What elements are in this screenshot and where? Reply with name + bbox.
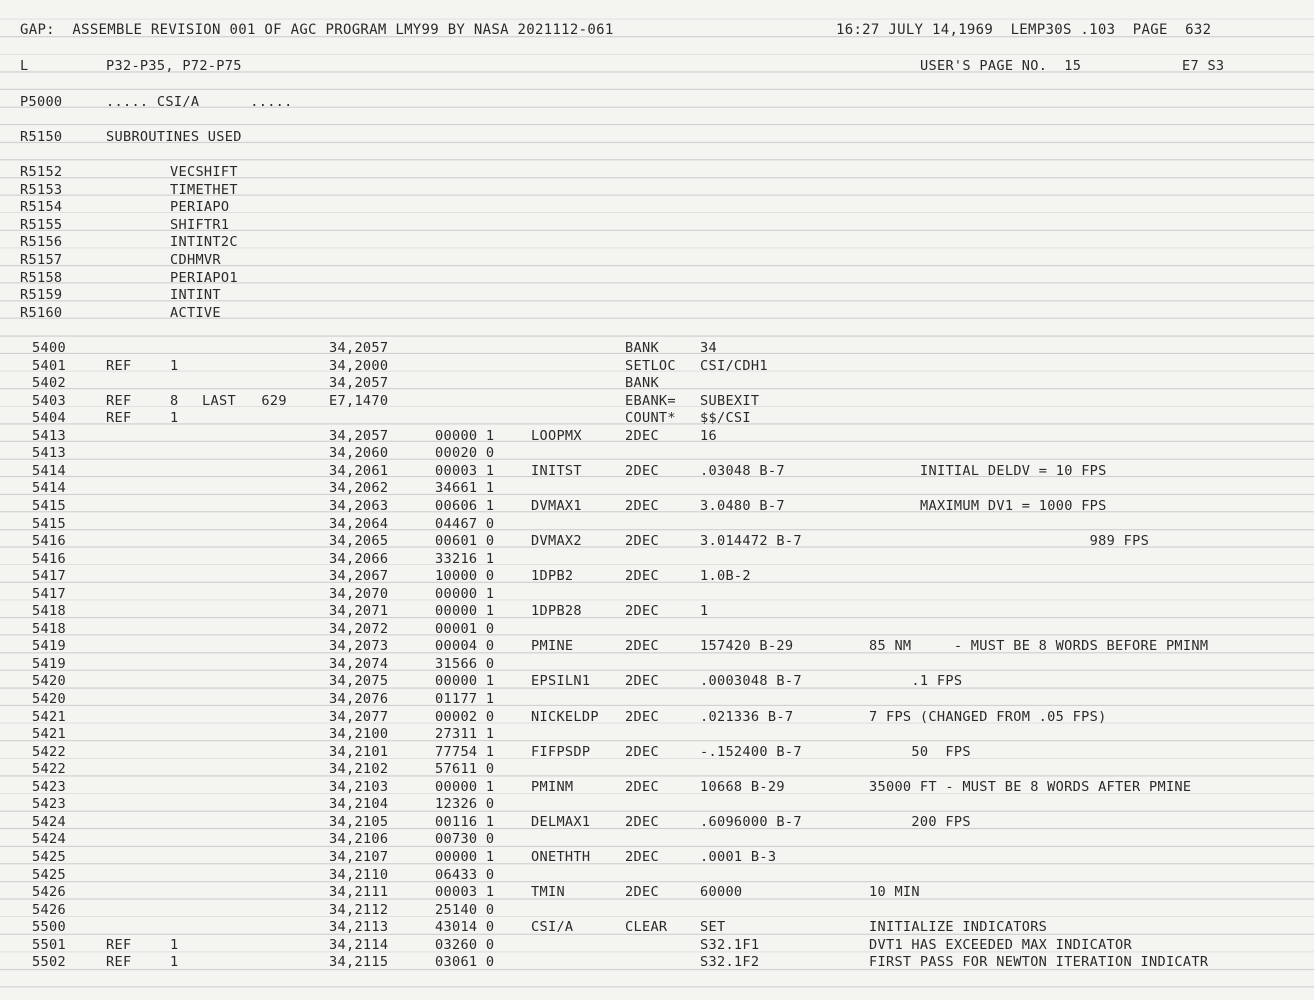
- octal-word: 00020 0: [435, 445, 495, 462]
- opcode: SETLOC: [625, 357, 676, 374]
- octal-word: 10000 0: [435, 568, 495, 585]
- comment: INITIAL DELDV = 10 FPS: [920, 462, 1107, 479]
- address: 34,2114: [329, 936, 389, 953]
- opcode: 2DEC: [625, 603, 659, 620]
- comment: FIRST PASS FOR NEWTON ITERATION INDICATR: [869, 954, 1209, 971]
- ref-label: REF: [106, 936, 132, 953]
- operand: SET: [700, 919, 726, 936]
- octal-word: 25140 0: [435, 901, 495, 918]
- line-number: 5420: [32, 673, 66, 690]
- address: 34,2112: [329, 901, 389, 918]
- address: 34,2106: [329, 831, 389, 848]
- address: 34,2077: [329, 708, 389, 725]
- subroutine-id: R5159: [20, 287, 63, 304]
- listing-row: [0, 919, 1314, 937]
- listing-row: [0, 480, 1314, 498]
- operand: .021336 B-7: [700, 708, 794, 725]
- line-number: 5501: [32, 936, 66, 953]
- address: 34,2110: [329, 866, 389, 883]
- line-number: 5416: [32, 550, 66, 567]
- opcode: 2DEC: [625, 884, 659, 901]
- address: 34,2064: [329, 515, 389, 532]
- line-number: 5500: [32, 919, 66, 936]
- octal-word: 00000 1: [435, 603, 495, 620]
- label: NICKELDP: [531, 708, 599, 725]
- subroutine-id: R5154: [20, 199, 63, 216]
- section-line: [0, 94, 1314, 112]
- subroutine-id: R5152: [20, 164, 63, 180]
- octal-word: 00601 0: [435, 533, 495, 550]
- comment: .1 FPS: [869, 673, 963, 690]
- label: INITST: [531, 462, 582, 479]
- comment: 10 MIN: [869, 884, 920, 901]
- subroutines-heading-line: [0, 129, 1314, 147]
- listing-row: [0, 761, 1314, 779]
- listing-row: [0, 445, 1314, 463]
- operand: 1.0B-2: [700, 568, 751, 585]
- line-number: 5426: [32, 884, 66, 901]
- listing-row: [0, 428, 1314, 446]
- listing-row: [0, 375, 1314, 393]
- subroutine-name: INTINT2C: [170, 234, 238, 251]
- subheader-title: P32-P35, P72-P75: [106, 58, 242, 74]
- octal-word: 43014 0: [435, 919, 495, 936]
- subroutine-row: [0, 252, 1314, 270]
- label: LOOPMX: [531, 427, 582, 444]
- address: 34,2076: [329, 691, 389, 707]
- listing-row: [0, 603, 1314, 621]
- label: 1DPB2: [531, 568, 574, 585]
- opcode: 2DEC: [625, 848, 659, 865]
- line-number: 5402: [32, 375, 66, 392]
- listing-row: [0, 551, 1314, 569]
- ref-label: REF: [106, 954, 132, 971]
- comment: MAXIMUM DV1 = 1000 FPS: [920, 497, 1107, 514]
- listing-row: [0, 814, 1314, 832]
- line-number: 5417: [32, 568, 66, 585]
- subroutines-id: R5150: [20, 129, 63, 145]
- address: 34,2072: [329, 620, 389, 637]
- octal-word: 00003 1: [435, 462, 495, 479]
- subroutine-name: SHIFTR1: [170, 216, 230, 233]
- address: 34,2073: [329, 638, 389, 655]
- address: 34,2103: [329, 778, 389, 795]
- octal-word: 04467 0: [435, 515, 495, 532]
- subroutine-row: [0, 234, 1314, 252]
- opcode: 2DEC: [625, 427, 659, 444]
- label: TMIN: [531, 884, 565, 901]
- opcode: BANK: [625, 375, 659, 392]
- opcode: 2DEC: [625, 462, 659, 479]
- operand: 157420 B-29: [700, 638, 794, 655]
- ref-count: 1: [170, 410, 179, 427]
- operand: .6096000 B-7: [700, 813, 802, 830]
- opcode: 2DEC: [625, 673, 659, 690]
- opcode: 2DEC: [625, 568, 659, 585]
- subroutine-id: R5156: [20, 234, 63, 251]
- line-number: 5416: [32, 533, 66, 550]
- users-page-label: USER'S PAGE NO. 15: [920, 58, 1082, 74]
- octal-word: 12326 0: [435, 796, 495, 813]
- listing-row: [0, 937, 1314, 955]
- operand: .03048 B-7: [700, 462, 785, 479]
- subroutine-row: [0, 287, 1314, 305]
- subroutine-row: [0, 217, 1314, 235]
- listing-row: [0, 586, 1314, 604]
- line-number: 5502: [32, 954, 66, 971]
- opcode: 2DEC: [625, 708, 659, 725]
- listing-row: [0, 849, 1314, 867]
- line-number: 5421: [32, 726, 66, 743]
- subheader-code: L: [20, 58, 29, 74]
- address: 34,2065: [329, 533, 389, 550]
- address: 34,2070: [329, 585, 389, 602]
- subroutine-id: R5155: [20, 216, 63, 233]
- operand: 34: [700, 340, 717, 356]
- listing-row: [0, 621, 1314, 639]
- subroutine-row: [0, 164, 1314, 182]
- address: 34,2075: [329, 673, 389, 690]
- listing-row: [0, 516, 1314, 534]
- comment: 989 FPS: [920, 533, 1150, 550]
- opcode: COUNT*: [625, 410, 676, 427]
- line-number: 5424: [32, 813, 66, 830]
- comment: INITIALIZE INDICATORS: [869, 919, 1048, 936]
- subheader-ref: E7 S3: [1182, 58, 1225, 74]
- subroutine-name: VECSHIFT: [170, 164, 238, 180]
- section-text: ..... CSI/A .....: [106, 94, 293, 110]
- address: 34,2113: [329, 919, 389, 936]
- line-number: 5414: [32, 462, 66, 479]
- header-left: GAP: ASSEMBLE REVISION 001 OF AGC PROGRAM LMY99 BY NASA 2021112-061: [20, 22, 614, 38]
- operand: SUBEXIT: [700, 392, 760, 409]
- subroutine-row: [0, 270, 1314, 288]
- operand: S32.1F1: [700, 936, 760, 953]
- subroutine-name: PERIAPO: [170, 199, 230, 216]
- comment: 85 NM - MUST BE 8 WORDS BEFORE PMINM: [869, 638, 1209, 655]
- octal-word: 00730 0: [435, 831, 495, 848]
- address: 34,2071: [329, 603, 389, 620]
- subroutine-id: R5160: [20, 304, 63, 321]
- listing-row: [0, 568, 1314, 586]
- operand: 1: [700, 603, 709, 620]
- ref-count: 8: [170, 392, 179, 409]
- octal-word: 00004 0: [435, 638, 495, 655]
- listing-row: [0, 410, 1314, 428]
- line-number: 5418: [32, 620, 66, 637]
- subroutine-name: ACTIVE: [170, 304, 221, 321]
- label: ONETHTH: [531, 848, 591, 865]
- listing-row: [0, 726, 1314, 744]
- listing-row: [0, 673, 1314, 691]
- subroutine-id: R5153: [20, 181, 63, 198]
- listing-row: [0, 340, 1314, 358]
- label: EPSILN1: [531, 673, 591, 690]
- operand: 3.0480 B-7: [700, 497, 785, 514]
- line-number: 5413: [32, 445, 66, 462]
- octal-word: 31566 0: [435, 655, 495, 672]
- octal-word: 00002 0: [435, 708, 495, 725]
- octal-word: 00000 1: [435, 778, 495, 795]
- listing-row: [0, 691, 1314, 709]
- label: DVMAX1: [531, 497, 582, 514]
- label: DELMAX1: [531, 813, 591, 830]
- address: 34,2105: [329, 813, 389, 830]
- octal-word: 03260 0: [435, 936, 495, 953]
- listing-row: [0, 902, 1314, 920]
- opcode: 2DEC: [625, 497, 659, 514]
- subroutine-name: INTINT: [170, 287, 221, 304]
- address: 34,2062: [329, 480, 389, 497]
- listing-row: [0, 796, 1314, 814]
- address: 34,2104: [329, 796, 389, 813]
- line-number: 5418: [32, 603, 66, 620]
- label: CSI/A: [531, 919, 574, 936]
- subheader-line: [0, 58, 1314, 76]
- section-id: P5000: [20, 94, 63, 110]
- address: 34,2107: [329, 848, 389, 865]
- address: 34,2074: [329, 655, 389, 672]
- listing-row: [0, 358, 1314, 376]
- address: 34,2067: [329, 568, 389, 585]
- octal-word: 57611 0: [435, 761, 495, 778]
- operand: 16: [700, 427, 717, 444]
- subroutine-row: [0, 305, 1314, 323]
- line-number: 5422: [32, 743, 66, 760]
- address: 34,2063: [329, 497, 389, 514]
- octal-word: 34661 1: [435, 480, 495, 497]
- line-number: 5404: [32, 410, 66, 427]
- opcode: 2DEC: [625, 778, 659, 795]
- operand: -.152400 B-7: [700, 743, 802, 760]
- subroutine-name: PERIAPO1: [170, 269, 238, 286]
- line-number: 5425: [32, 848, 66, 865]
- subroutine-id: R5158: [20, 269, 63, 286]
- operand: 3.014472 B-7: [700, 533, 802, 550]
- line-number: 5413: [32, 427, 66, 444]
- listing-row: [0, 954, 1314, 972]
- line-number: 5423: [32, 778, 66, 795]
- octal-word: 00000 1: [435, 427, 495, 444]
- octal-word: 00003 1: [435, 884, 495, 901]
- listing-row: [0, 533, 1314, 551]
- octal-word: 01177 1: [435, 691, 495, 707]
- comment: 200 FPS: [869, 813, 971, 830]
- label: 1DPB28: [531, 603, 582, 620]
- operand: 10668 B-29: [700, 778, 785, 795]
- label: FIFPSDP: [531, 743, 591, 760]
- subroutine-name: TIMETHET: [170, 181, 238, 198]
- last-ref: LAST 629: [202, 392, 287, 409]
- line-number: 5417: [32, 585, 66, 602]
- octal-word: 00000 1: [435, 848, 495, 865]
- operand: $$/CSI: [700, 410, 751, 427]
- octal-word: 00116 1: [435, 813, 495, 830]
- subroutine-row: [0, 182, 1314, 200]
- line-number: 5426: [32, 901, 66, 918]
- subroutine-row: [0, 199, 1314, 217]
- line-number: 5415: [32, 515, 66, 532]
- address: 34,2102: [329, 761, 389, 778]
- opcode: EBANK=: [625, 392, 676, 409]
- octal-word: 00606 1: [435, 497, 495, 514]
- header-right: 16:27 JULY 14,1969 LEMP30S .103 PAGE 632: [836, 22, 1212, 38]
- address: 34,2100: [329, 726, 389, 743]
- address: 34,2101: [329, 743, 389, 760]
- address: E7,1470: [329, 392, 389, 409]
- line-number: 5414: [32, 480, 66, 497]
- opcode: 2DEC: [625, 743, 659, 760]
- opcode: 2DEC: [625, 813, 659, 830]
- octal-word: 00000 1: [435, 673, 495, 690]
- octal-word: 00000 1: [435, 585, 495, 602]
- ref-label: REF: [106, 410, 132, 427]
- listing-row: [0, 498, 1314, 516]
- address: 34,2115: [329, 954, 389, 971]
- comment: DVT1 HAS EXCEEDED MAX INDICATOR: [869, 936, 1133, 953]
- octal-word: 00001 0: [435, 620, 495, 637]
- comment: 50 FPS: [869, 743, 971, 760]
- listing-row: [0, 638, 1314, 656]
- subroutine-name: CDHMVR: [170, 252, 221, 268]
- line-number: 5422: [32, 761, 66, 778]
- label: DVMAX2: [531, 533, 582, 550]
- line-number: 5415: [32, 497, 66, 514]
- line-number: 5401: [32, 357, 66, 374]
- operand: .0003048 B-7: [700, 673, 802, 690]
- comment: 7 FPS (CHANGED FROM .05 FPS): [869, 708, 1107, 725]
- listing-row: [0, 831, 1314, 849]
- listing-row: [0, 463, 1314, 481]
- listing-row: [0, 744, 1314, 762]
- octal-word: 06433 0: [435, 866, 495, 883]
- operand: .0001 B-3: [700, 848, 777, 865]
- operand: S32.1F2: [700, 954, 760, 971]
- opcode: BANK: [625, 340, 659, 356]
- comment: 35000 FT - MUST BE 8 WORDS AFTER PMINE: [869, 778, 1192, 795]
- label: PMINE: [531, 638, 574, 655]
- opcode: 2DEC: [625, 638, 659, 655]
- operand: CSI/CDH1: [700, 357, 768, 374]
- subroutine-id: R5157: [20, 252, 63, 268]
- address: 34,2061: [329, 462, 389, 479]
- ref-count: 1: [170, 954, 179, 971]
- octal-word: 33216 1: [435, 550, 495, 567]
- ref-count: 1: [170, 936, 179, 953]
- operand: 60000: [700, 884, 743, 901]
- line-number: 5420: [32, 691, 66, 707]
- subroutines-title: SUBROUTINES USED: [106, 129, 242, 145]
- line-number: 5424: [32, 831, 66, 848]
- ref-label: REF: [106, 357, 132, 374]
- line-number: 5419: [32, 638, 66, 655]
- listing-row: [0, 656, 1314, 674]
- line-number: 5423: [32, 796, 66, 813]
- octal-word: 77754 1: [435, 743, 495, 760]
- address: 34,2060: [329, 445, 389, 462]
- address: 34,2066: [329, 550, 389, 567]
- header-line: [0, 22, 1314, 40]
- address: 34,2057: [329, 340, 389, 356]
- ref-count: 1: [170, 357, 179, 374]
- listing-row: [0, 709, 1314, 727]
- listing-row: [0, 779, 1314, 797]
- octal-word: 27311 1: [435, 726, 495, 743]
- octal-word: 03061 0: [435, 954, 495, 971]
- address: 34,2057: [329, 427, 389, 444]
- listing-row: [0, 884, 1314, 902]
- line-number: 5400: [32, 340, 66, 356]
- listing-row: [0, 393, 1314, 411]
- opcode: CLEAR: [625, 919, 668, 936]
- line-number: 5419: [32, 655, 66, 672]
- address: 34,2111: [329, 884, 389, 901]
- opcode: 2DEC: [625, 533, 659, 550]
- line-number: 5403: [32, 392, 66, 409]
- address: 34,2000: [329, 357, 389, 374]
- listing-row: [0, 867, 1314, 885]
- ref-label: REF: [106, 392, 132, 409]
- address: 34,2057: [329, 375, 389, 392]
- line-number: 5425: [32, 866, 66, 883]
- label: PMINM: [531, 778, 574, 795]
- line-number: 5421: [32, 708, 66, 725]
